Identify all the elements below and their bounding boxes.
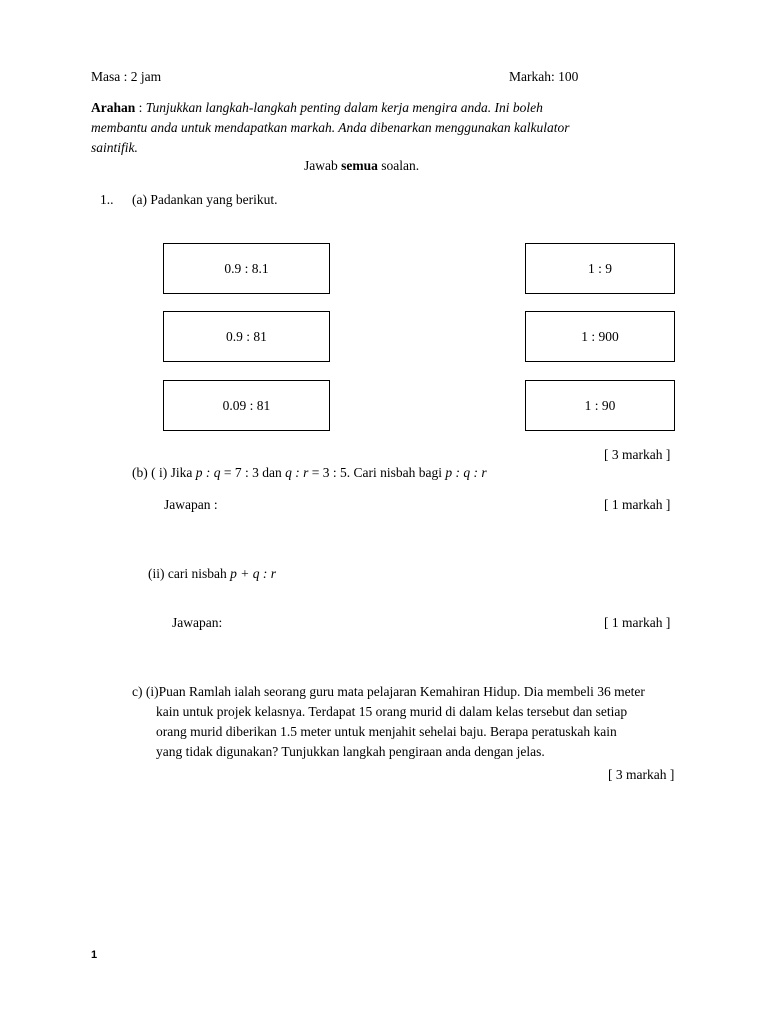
part-a-marks: [ 3 markah ] [604, 447, 671, 462]
left-ratio-box-3: 0.09 : 81 [163, 380, 330, 431]
part-a-instruction: (a) Padankan yang berikut. [132, 192, 278, 207]
instructions: Arahan : Tunjukkan langkah-langkah penting dalam kerja mengira anda. Ini boleh membantu anda untuk mendapatkan markah. Anda dibenarkan menggunakan kalkulator saintifik. [91, 98, 711, 158]
answer-label-2: Jawapan: [172, 615, 223, 630]
instructions-line1: Tunjukkan langkah-langkah penting dalam kerja mengira anda. Ini boleh [145, 100, 543, 115]
left-ratio-box-1: 0.9 : 8.1 [163, 243, 330, 294]
part-b-ii-question: (ii) cari nisbah p + q : r [148, 566, 276, 581]
part-c-line3: orang murid diberikan 1.5 meter untuk menjahit sehelai baju. Berapa peratuskah kain [156, 724, 617, 739]
answer-all-note: Jawab semua soalan. [304, 158, 420, 173]
part-c-question [132, 682, 732, 762]
left-ratio-box-2: 0.9 : 81 [163, 311, 330, 362]
part-c-line2: kain untuk projek kelasnya. Terdapat 15 orang murid di dalam kelas tersebut dan setiap [156, 704, 628, 719]
part-b-i-question: (b) ( i) Jika p : q = 7 : 3 dan q : r = 3 : 5. Cari nisbah bagi p : q : r [132, 465, 487, 480]
part-b-ii-marks: [ 1 markah ] [604, 615, 671, 630]
right-ratio-box-3: 1 : 90 [525, 380, 675, 431]
right-ratio-box-1: 1 : 9 [525, 243, 675, 294]
part-c-line1: c) (i)Puan Ramlah ialah seorang guru mata pelajaran Kemahiran Hidup. Dia membeli 36 meter [132, 684, 645, 699]
question-number: 1.. [100, 192, 114, 207]
instructions-label: Arahan [91, 100, 136, 115]
time-label: Masa : 2 jam [91, 69, 162, 84]
right-ratio-box-2: 1 : 900 [525, 311, 675, 362]
part-b-i-marks: [ 1 markah ] [604, 497, 671, 512]
part-c-line4: yang tidak digunakan? Tunjukkan langkah pengiraan anda dengan jelas. [156, 744, 545, 759]
instructions-line2: membantu anda untuk mendapatkan markah. Anda dibenarkan menggunakan kalkulator [91, 120, 570, 135]
part-c-marks: [ 3 markah ] [608, 767, 675, 782]
answer-label-1: Jawapan : [164, 497, 218, 512]
page-number: 1 [91, 949, 98, 961]
instructions-line3: saintifik. [91, 140, 138, 155]
total-marks-label: Markah: 100 [509, 69, 579, 84]
